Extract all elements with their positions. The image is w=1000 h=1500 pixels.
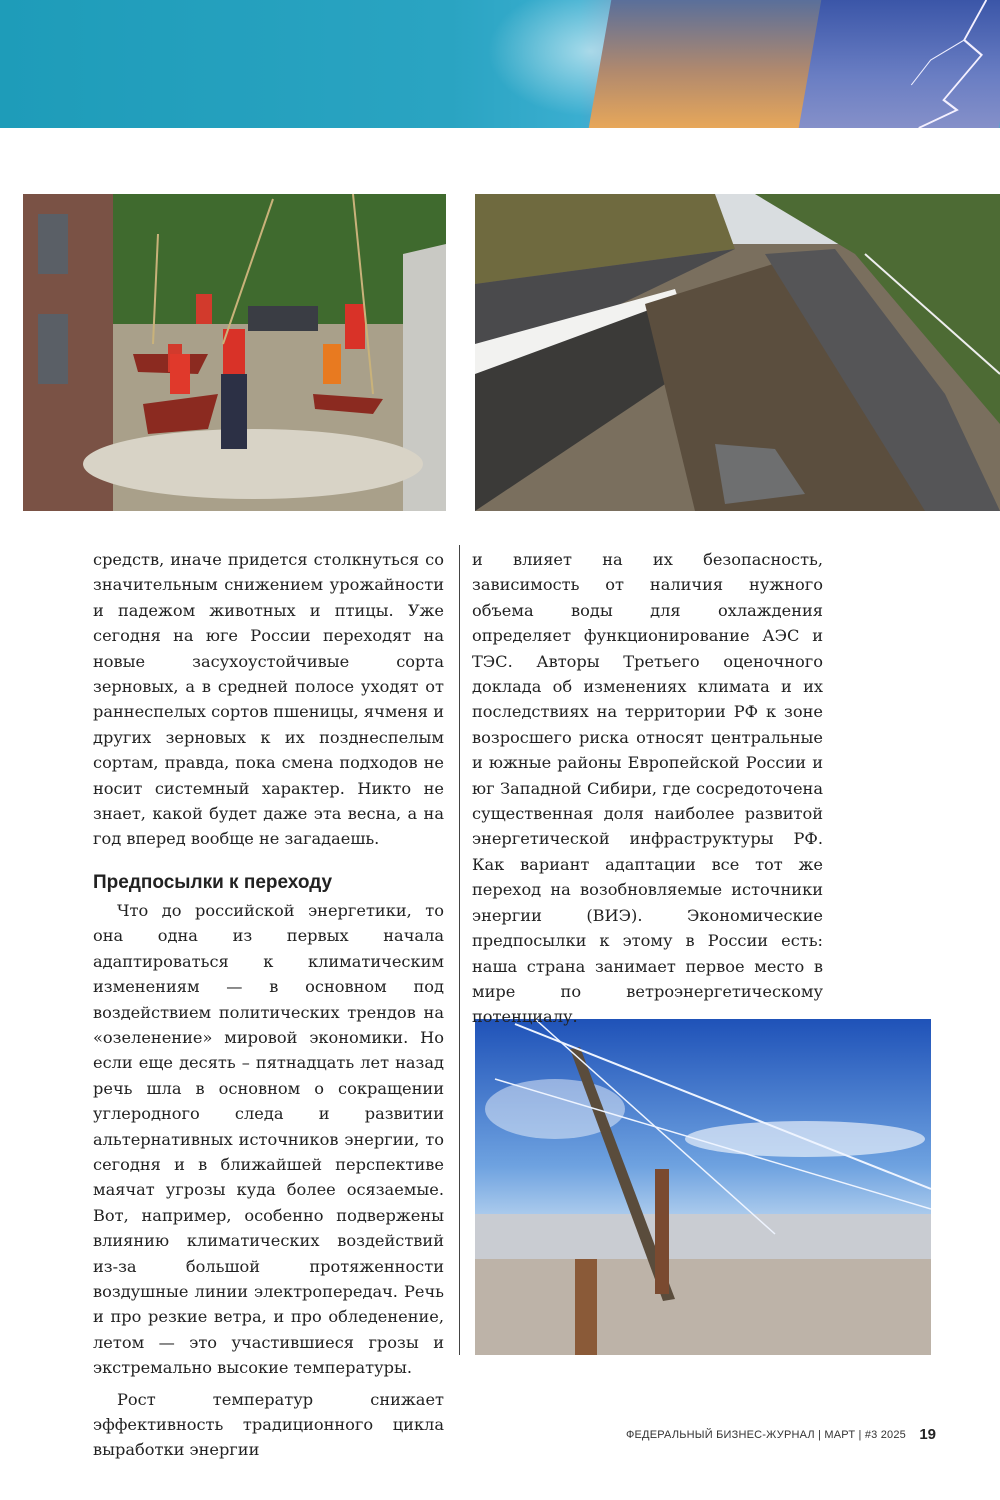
broken-road-photo [475,194,1000,511]
banner-lightning-image [799,0,1000,128]
right-text-column [472,547,823,1030]
footer-text: ФЕДЕРАЛЬНЫЙ БИЗНЕС-ЖУРНАЛ | МАРТ | #3 2025 [625,1429,906,1441]
section-heading: Предпосылки к переходу [93,871,333,893]
header-banner [0,0,1000,128]
footer-publication [626,1429,906,1441]
lightning-bolt-icon [799,0,1000,128]
column-divider [459,545,460,1355]
left-paragraph-3: Рост температур снижает эффективность традиционного цикла выработки энергии [93,1389,444,1460]
left-text-column [93,547,444,1463]
left-paragraph-2: Что до российской энергетики, то она одна из первых начала адаптироваться к климатическим изменениям — в основном под воздействием политических трендов на «озеленение» мировой экономики. Но если еще десять – пятнадцать лет назад речь шла в основном о сокращении углеродного следа и развитии альтернативных источников энергии, то сегодня и в ближайшей перспективе маячат угрозы куда более осязаемые. Вот, например, особенно подвержены влиянию климатических воздействий из-за большой протяженности воздушные линии электропередач. Речь и про резкие ветра, и про обледенение, летом — это участившиеся грозы и экстремально высокие температуры. [93,900,444,1378]
iced-power-lines-photo [475,1019,931,1355]
left-paragraph-1: средств, иначе придется столкнуться со значительным снижением урожайности и падежом животных и птицы. Уже сегодня на юге России переходят на новые засухоустойчивые сорта зерновых, а в средней полосе уходят от раннеспелых сортов пшеницы, ячменя и других зерновых к их позднеспелым сортам, правда, пока смена подходов не носит системный характер. Никто не знает, какой будет даже эта весна, а на год вперед вообще не загадаешь. [93,550,444,849]
page-number: 19 [919,1426,936,1443]
flood-rescue-photo [23,194,446,511]
right-paragraph-1: и влияет на их безопасность, зависимость от наличия нужного объема воды для охлаждения определяет функционирование АЭС и ТЭС. Авторы Третьего оценочного доклада об изменениях климата и их последствиях на территории РФ к зоне возросшего риска относят центральные и южные районы Европейской России и юг Западной Сибири, где сосредоточена существенная доля наиболее развитой энергетической инфраструктуры РФ. Как вариант адаптации все тот же переход на возобновляемые источники энергии (ВИЭ). Экономические предпосылки к этому в России есть: наша страна занимает первое место в мире по ветроэнергетическому потенциалу. [472,550,823,1027]
